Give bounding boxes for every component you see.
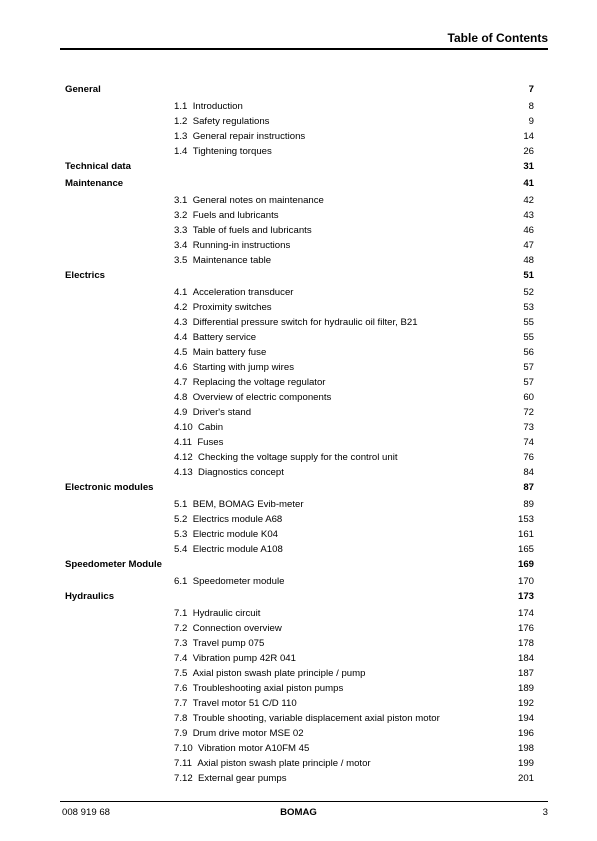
toc-entry[interactable] bbox=[65, 317, 534, 329]
toc-entry-number: 6.1 bbox=[174, 576, 188, 587]
toc-entry[interactable] bbox=[65, 101, 534, 113]
toc-entry-title: Travel motor 51 C/D 110 bbox=[192, 698, 297, 709]
toc-entry[interactable] bbox=[65, 728, 534, 740]
toc-entry[interactable] bbox=[65, 499, 534, 511]
toc-entry-page: 43 bbox=[523, 210, 534, 221]
toc-entry-title: Fuels and lubricants bbox=[192, 210, 279, 221]
toc-section[interactable] bbox=[65, 482, 534, 494]
toc-entry[interactable] bbox=[65, 608, 534, 620]
toc-section-title: Hydraulics bbox=[65, 591, 115, 602]
toc-section-title: Technical data bbox=[65, 161, 131, 172]
toc-entry-page: 57 bbox=[523, 377, 534, 388]
table-of-contents bbox=[65, 84, 534, 788]
footer-divider bbox=[60, 801, 548, 802]
toc-entry-title: Checking the voltage supply for the control unit bbox=[198, 452, 398, 463]
toc-entry-title: Safety regulations bbox=[192, 116, 270, 127]
toc-entry-title: Introduction bbox=[192, 101, 243, 112]
toc-entry-number: 7.7 bbox=[174, 698, 188, 709]
toc-entry[interactable] bbox=[65, 683, 534, 695]
toc-entry-title: Tightening torques bbox=[192, 146, 272, 157]
toc-entry[interactable] bbox=[65, 407, 534, 419]
toc-entry[interactable] bbox=[65, 195, 534, 207]
toc-entry-title: Hydraulic circuit bbox=[192, 608, 261, 619]
toc-entry-page: 42 bbox=[523, 195, 534, 206]
toc-entry-title: Electrics module A68 bbox=[192, 514, 283, 525]
toc-entry-page: 201 bbox=[517, 773, 534, 784]
page-title: Table of Contents bbox=[447, 31, 548, 45]
toc-section-title: Electrics bbox=[65, 270, 106, 281]
toc-entry-number: 7.4 bbox=[174, 653, 188, 664]
toc-entry-title: Replacing the voltage regulator bbox=[192, 377, 326, 388]
toc-entry-page: 48 bbox=[523, 255, 534, 266]
toc-entry[interactable] bbox=[65, 377, 534, 389]
toc-entry-page: 84 bbox=[523, 467, 534, 478]
toc-section[interactable] bbox=[65, 270, 534, 282]
toc-entry-number: 4.5 bbox=[174, 347, 188, 358]
toc-entry-title: Differential pressure switch for hydraulic oil filter, B21 bbox=[192, 317, 418, 328]
toc-entry-title: Fuses bbox=[197, 437, 224, 448]
toc-entry-number: 4.9 bbox=[174, 407, 188, 418]
toc-entry[interactable] bbox=[65, 131, 534, 143]
toc-entry[interactable] bbox=[65, 743, 534, 755]
toc-entry-number: 3.5 bbox=[174, 255, 188, 266]
toc-entry-page: 196 bbox=[517, 728, 534, 739]
toc-entry-page: 184 bbox=[517, 653, 534, 664]
toc-entry[interactable] bbox=[65, 698, 534, 710]
toc-entry-number: 3.1 bbox=[174, 195, 188, 206]
toc-entry-number: 1.3 bbox=[174, 131, 188, 142]
toc-entry-number: 4.8 bbox=[174, 392, 188, 403]
toc-entry[interactable] bbox=[65, 240, 534, 252]
toc-entry-number: 4.11 bbox=[174, 437, 192, 448]
toc-entry-number: 7.10 bbox=[174, 743, 193, 754]
toc-entry-number: 4.3 bbox=[174, 317, 188, 328]
toc-entry[interactable] bbox=[65, 773, 534, 785]
toc-entry-page: 60 bbox=[523, 392, 534, 403]
toc-entry-page: 55 bbox=[523, 317, 534, 328]
toc-entry-page: 57 bbox=[523, 362, 534, 373]
toc-entry-page: 165 bbox=[517, 544, 534, 555]
toc-entry[interactable] bbox=[65, 116, 534, 128]
toc-entry[interactable] bbox=[65, 758, 534, 770]
toc-entry-title: Main battery fuse bbox=[192, 347, 267, 358]
toc-entry[interactable] bbox=[65, 529, 534, 541]
toc-entry-page: 161 bbox=[517, 529, 534, 540]
toc-entry[interactable] bbox=[65, 623, 534, 635]
toc-entry-title: Trouble shooting, variable displacement axial piston motor bbox=[192, 713, 440, 724]
toc-entry-page: 176 bbox=[517, 623, 534, 634]
toc-entry-page: 52 bbox=[523, 287, 534, 298]
toc-entry[interactable] bbox=[65, 332, 534, 344]
toc-section-page: 87 bbox=[523, 482, 534, 493]
toc-entry-number: 7.6 bbox=[174, 683, 188, 694]
toc-entry-title: Driver's stand bbox=[192, 407, 252, 418]
toc-entry-page: 89 bbox=[523, 499, 534, 510]
toc-section[interactable] bbox=[65, 591, 534, 603]
toc-entry-number: 4.1 bbox=[174, 287, 188, 298]
toc-entry-page: 187 bbox=[517, 668, 534, 679]
toc-entry-page: 14 bbox=[523, 131, 534, 142]
toc-entry-title: Electric module A108 bbox=[192, 544, 283, 555]
toc-entry[interactable] bbox=[65, 576, 534, 588]
toc-section[interactable] bbox=[65, 178, 534, 190]
toc-entry[interactable] bbox=[65, 347, 534, 359]
toc-entry-page: 73 bbox=[523, 422, 534, 433]
toc-entry-title: Troubleshooting axial piston pumps bbox=[192, 683, 344, 694]
toc-entry[interactable] bbox=[65, 437, 534, 449]
toc-entry-title: General notes on maintenance bbox=[192, 195, 324, 206]
toc-entry-number: 3.4 bbox=[174, 240, 188, 251]
toc-entry-title: Acceleration transducer bbox=[192, 287, 294, 298]
toc-entry-page: 170 bbox=[517, 576, 534, 587]
toc-section[interactable] bbox=[65, 559, 534, 571]
toc-entry-title: Electric module K04 bbox=[192, 529, 279, 540]
toc-entry-number: 4.7 bbox=[174, 377, 188, 388]
toc-entry[interactable] bbox=[65, 362, 534, 374]
toc-entry-title: Axial piston swash plate principle / pump bbox=[192, 668, 366, 679]
toc-section-title: Maintenance bbox=[65, 178, 124, 189]
toc-entry-number: 5.1 bbox=[174, 499, 188, 510]
toc-entry[interactable] bbox=[65, 392, 534, 404]
toc-entry-title: Battery service bbox=[192, 332, 257, 343]
toc-entry-page: 74 bbox=[523, 437, 534, 448]
toc-section-page: 169 bbox=[517, 559, 534, 570]
toc-entry-page: 192 bbox=[517, 698, 534, 709]
toc-section-page: 31 bbox=[523, 161, 534, 172]
toc-entry-page: 46 bbox=[523, 225, 534, 236]
toc-entry-page: 194 bbox=[517, 713, 534, 724]
toc-entry-page: 9 bbox=[528, 116, 534, 127]
toc-entry-number: 5.2 bbox=[174, 514, 188, 525]
toc-entry[interactable] bbox=[65, 653, 534, 665]
toc-entry[interactable] bbox=[65, 146, 534, 158]
toc-entry-number: 5.4 bbox=[174, 544, 188, 555]
toc-section-title: General bbox=[65, 84, 101, 95]
toc-entry-page: 199 bbox=[517, 758, 534, 769]
toc-section-title: Electronic modules bbox=[65, 482, 154, 493]
toc-entry-title: BEM, BOMAG Evib-meter bbox=[192, 499, 304, 510]
toc-section-page: 41 bbox=[523, 178, 534, 189]
toc-entry-number: 7.11 bbox=[174, 758, 192, 769]
toc-entry-page: 53 bbox=[523, 302, 534, 313]
toc-entry-page: 189 bbox=[517, 683, 534, 694]
toc-entry-title: Axial piston swash plate principle / motor bbox=[197, 758, 371, 769]
toc-entry-title: Overview of electric components bbox=[192, 392, 332, 403]
toc-entry[interactable] bbox=[65, 255, 534, 267]
toc-entry-title: Starting with jump wires bbox=[192, 362, 294, 373]
toc-entry-title: External gear pumps bbox=[198, 773, 287, 784]
toc-entry-number: 1.2 bbox=[174, 116, 188, 127]
document-number: 008 919 68 bbox=[62, 807, 111, 818]
toc-entry-number: 7.5 bbox=[174, 668, 188, 679]
toc-entry[interactable] bbox=[65, 668, 534, 680]
toc-entry-title: Vibration motor A10FM 45 bbox=[198, 743, 310, 754]
toc-entry-number: 7.1 bbox=[174, 608, 188, 619]
toc-entry-title: Speedometer module bbox=[192, 576, 285, 587]
toc-entry-number: 7.9 bbox=[174, 728, 188, 739]
toc-entry-number: 4.4 bbox=[174, 332, 188, 343]
toc-section-page: 51 bbox=[523, 270, 534, 281]
toc-entry[interactable] bbox=[65, 302, 534, 314]
toc-entry-title: Travel pump 075 bbox=[192, 638, 265, 649]
toc-entry[interactable] bbox=[65, 422, 534, 434]
toc-entry-title: Running-in instructions bbox=[192, 240, 291, 251]
toc-entry[interactable] bbox=[65, 452, 534, 464]
toc-section[interactable] bbox=[65, 161, 534, 173]
toc-entry-title: Vibration pump 42R 041 bbox=[192, 653, 296, 664]
toc-entry-title: General repair instructions bbox=[192, 131, 306, 142]
toc-entry[interactable] bbox=[65, 225, 534, 237]
toc-entry[interactable] bbox=[65, 287, 534, 299]
toc-entry-page: 8 bbox=[528, 101, 534, 112]
toc-entry-number: 1.1 bbox=[174, 101, 188, 112]
toc-entry-number: 4.6 bbox=[174, 362, 188, 373]
toc-entry-page: 76 bbox=[523, 452, 534, 463]
toc-entry-page: 198 bbox=[517, 743, 534, 754]
toc-entry-number: 7.3 bbox=[174, 638, 188, 649]
toc-entry[interactable] bbox=[65, 514, 534, 526]
toc-entry-page: 56 bbox=[523, 347, 534, 358]
toc-entry-number: 7.12 bbox=[174, 773, 193, 784]
toc-entry-page: 47 bbox=[523, 240, 534, 251]
toc-entry-title: Diagnostics concept bbox=[198, 467, 284, 478]
toc-entry-number: 3.3 bbox=[174, 225, 188, 236]
toc-entry-title: Drum drive motor MSE 02 bbox=[192, 728, 304, 739]
toc-section-page: 173 bbox=[517, 591, 534, 602]
toc-entry-title: Cabin bbox=[198, 422, 224, 433]
toc-section-title: Speedometer Module bbox=[65, 559, 163, 570]
toc-entry-page: 178 bbox=[517, 638, 534, 649]
toc-entry[interactable] bbox=[65, 467, 534, 479]
toc-entry-page: 72 bbox=[523, 407, 534, 418]
toc-entry-number: 4.2 bbox=[174, 302, 188, 313]
toc-entry-title: Connection overview bbox=[192, 623, 282, 634]
toc-entry-number: 3.2 bbox=[174, 210, 188, 221]
toc-entry-number: 1.4 bbox=[174, 146, 188, 157]
toc-entry[interactable] bbox=[65, 713, 534, 725]
toc-entry-number: 4.13 bbox=[174, 467, 193, 478]
toc-entry-number: 4.12 bbox=[174, 452, 193, 463]
header-divider bbox=[60, 48, 548, 50]
toc-entry[interactable] bbox=[65, 210, 534, 222]
toc-entry-number: 4.10 bbox=[174, 422, 193, 433]
toc-entry-page: 153 bbox=[517, 514, 534, 525]
toc-entry-title: Maintenance table bbox=[192, 255, 272, 266]
toc-entry[interactable] bbox=[65, 638, 534, 650]
toc-entry[interactable] bbox=[65, 544, 534, 556]
toc-entry-title: Table of fuels and lubricants bbox=[192, 225, 312, 236]
brand-name: BOMAG bbox=[280, 807, 317, 818]
toc-entry-page: 26 bbox=[523, 146, 534, 157]
toc-entry-number: 7.2 bbox=[174, 623, 188, 634]
toc-entry-number: 5.3 bbox=[174, 529, 188, 540]
toc-entry-page: 55 bbox=[523, 332, 534, 343]
page-number: 3 bbox=[542, 807, 548, 818]
toc-entry-title: Proximity switches bbox=[192, 302, 272, 313]
toc-section-page: 7 bbox=[528, 84, 534, 95]
toc-entry-number: 7.8 bbox=[174, 713, 188, 724]
toc-section[interactable] bbox=[65, 84, 534, 96]
toc-entry-page: 174 bbox=[517, 608, 534, 619]
